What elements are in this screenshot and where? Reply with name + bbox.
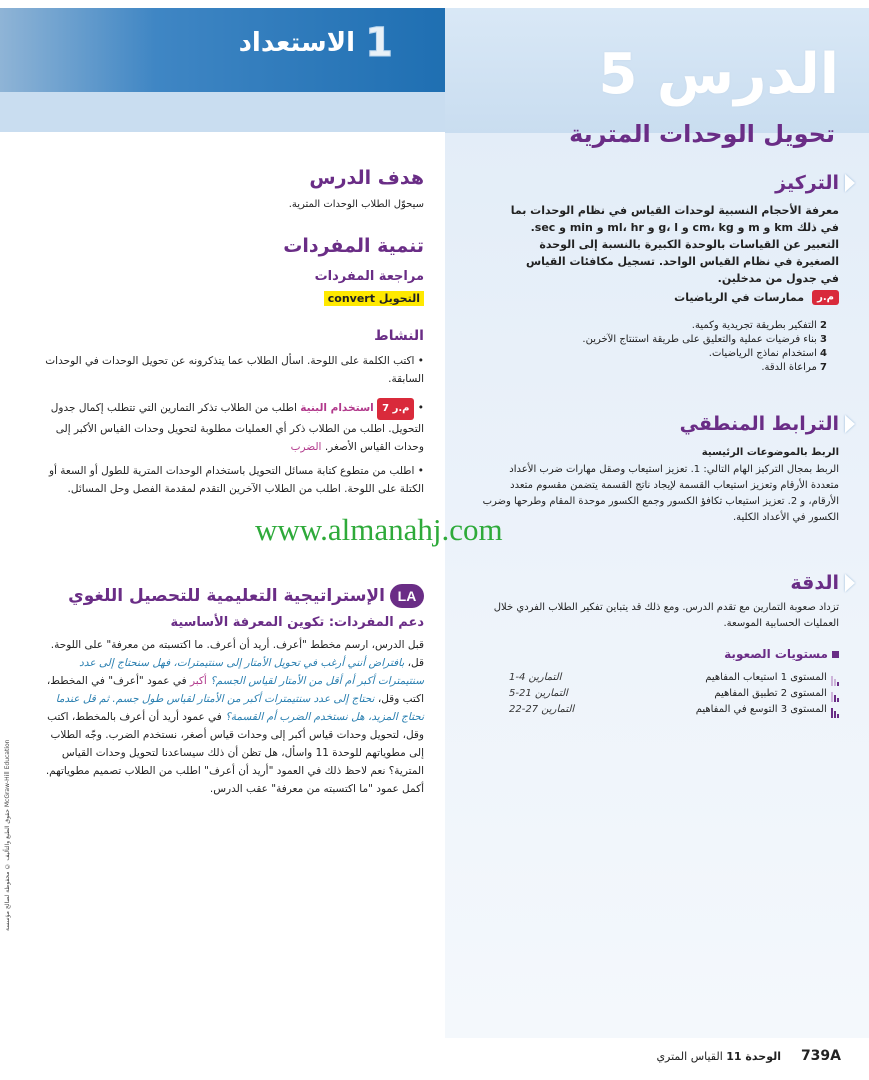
difficulty-table [509,670,839,718]
list-item: 7 مراعاة الدقة. [761,362,827,373]
section-number: 1 [365,20,393,66]
math-practices-badge: م.ر [812,290,839,305]
square-bullet-icon [832,651,839,658]
vocab-title: تنمية المفردات [283,235,424,257]
la-answer-1: أكبر [189,675,207,687]
list-item: 4 استخدام نماذج الرياضيات. [708,348,827,359]
rigor-text: تزداد صعوبة التمارين مع تقدم الدرس. ومع ذلك قد يتباين تفكير الطلاب الفردي خلال العمليات الحسابية الموسعة. [493,602,839,629]
focus-title: التركيز [775,172,839,194]
copyright-credit: McGraw-Hill Education حقوق الطبع والتأليف © محفوظة لصالح مؤسسة [4,740,11,932]
math-practices-title: ممارسات في الرياضيات [674,291,805,304]
section-header-band [0,8,445,92]
arrow-icon [845,574,855,592]
footer-unit: الوحدة 11 القياس المتري [656,1050,781,1063]
coherence-text: الربط بمجال التركيز الهام التالي: 1. تعزيز استيعاب وصقل مهارات ضرب الأعداد متعددة الأرقام وتعزيز استيعاب القسمة لإيجاد ناتج القسمة يتضمن مقسوم متعدد الأرقام، و 2. تعزيز استيعاب تكافؤ الكسور وجمع الكسور موحدة المقام وطرحها وضرب الكسور في الأعداد الكلية. [482,464,839,523]
focus-text: معرفة الأحجام النسبية لوحدات القياس في نظام الوحدات بما في ذلك km و m و cm، kg و g، l و ml، hr و min و sec. التعبير عن القياسات بالوحدة الكبيرة بالنسبة إلى الوحدة الصغيرة في نظام القياس الواحد. تسجيل مكافئات القياس في جدول من مدخلين. [510,204,839,285]
activity-bullet-2: • اطلب من متطوع كتابة مسائل التحويل باستخدام الوحدات المترية للطول أو السعة أو الكتلة على اللوحة. اطلب من الطلاب الآخرين التقدم لمقدمة الفصل وحل المسائل. [48,465,424,495]
structure-answer: الضرب [290,441,322,453]
activity-title: النشاط [374,328,424,344]
math-practices [499,290,839,375]
coherence-heading [680,413,855,435]
table-row: المستوى 3 التوسع في المفاهيم التمارين 27-22 [509,702,839,718]
list-item: 3 بناء فرضيات عملية والتعليق على طريقة استنتاج الآخرين. [582,334,827,345]
rigor-title: الدقة [790,572,839,594]
mp7-badge: م.ر 7 [377,398,414,420]
rigor-heading [790,572,855,594]
section-title: الاستعداد [238,28,355,58]
la-question-2: نحتاج إلى عدد سنتيمترات أكبر من الأمتار لقياس طول جسم. ثم قل عندما نحتاج المزيد، هل نستخدم الضرب أم القسمة؟ [55,693,424,723]
difficulty-levels-title: مستويات الصعوبة [724,646,839,663]
section-subband [0,92,445,132]
la-title: الإستراتيجية التعليمية للتحصيل اللغوي [68,586,385,606]
la-body: قبل الدرس، ارسم مخطط "أعرف. أريد أن أعرف. ما اكتسبته من معرفة" على اللوحة. قل، بافتراض أنني أرغب في تحويل الأمتار إلى سنتيمترات، فهل سنحتاج إلى عدد سنتيمترات أكبر أم أقل من الأمتار لقياس الجسم؟ أكبر في عمود "أعرف" في المخطط، اكتب وقل، نحتاج إلى عدد سنتيمترات أكبر من الأمتار لقياس طول جسم. ثم قل عندما نحتاج المزيد، هل نستخدم الضرب أم القسمة؟ في عمود أريد أن أعرف بالمخطط، اكتب وقل، لتحويل وحدات قياس أكبر إلى وحدات قياس أصغر، نستخدم الضرب. وجّه الطلاب إلى مطوياتهم للوحدة 11 واسأل، هل تظن أن ذلك سيساعدنا لتحويل وحدات القياس المترية؟ نعم لاحظ ذلك في العمود "أريد أن أعرف" اطلب من الطلاب تصميم مطوياتهم. أكمل عمود "ما اكتسبته من معرفة" عقب الدرس. [45,639,424,795]
vocab-review-title: مراجعة المفردات [314,269,424,284]
lesson-title: تحويل الوحدات المترية [569,120,835,148]
math-practices-list [499,319,827,375]
objective-text: سيحوّل الطلاب الوحدات المترية. [288,199,424,210]
focus-heading [775,172,855,194]
objective-title: هدف الدرس [309,167,424,189]
table-row: المستوى 2 تطبيق المفاهيم التمارين 21-5 [509,686,839,702]
activity-bullet-1: • اكتب الكلمة على اللوحة. اسأل الطلاب عما يتذكرونه عن تحويل الوحدات في الوحدات السابقة. [45,355,424,385]
table-row: المستوى 1 استيعاب المفاهيم التمارين 4-1 [509,670,839,686]
list-item: 2 التفكير بطريقة تجريدية وكمية. [691,320,827,331]
lesson-number: الدرس 5 [598,42,839,107]
arrow-icon [845,415,855,433]
la-badge: LA [390,584,424,608]
la-subtitle: دعم المفردات: تكوين المعرفة الأساسية [170,615,424,630]
la-question-1: بافتراض أنني أرغب في تحويل الأمتار إلى سنتيمترات، فهل سنحتاج إلى عدد سنتيمترات أكبر أم أقل من الأمتار لقياس الجسم؟ [79,657,424,687]
vocab-term: التحويل convert [324,290,424,307]
la-heading [44,584,424,608]
watermark: www.almanahj.com [255,512,503,547]
arrow-icon [845,174,855,192]
coherence-title: الترابط المنطقي [679,413,839,435]
page-number: 739A [800,1048,841,1064]
activity-bullet-structure: • م.ر 7 استخدام البنية اطلب من الطلاب تذكر التمارين التي تتطلب إكمال جدول التحويل. اطلب من الطلاب ذكر أي العمليات مطلوبة لتحويل وحدات القياس الأكبر إلى وحدات القياس الأصغر. الضرب [44,398,424,456]
structure-label: استخدام البنية [300,402,374,414]
coherence-subtitle: الربط بالموضوعات الرئيسية [701,447,839,458]
